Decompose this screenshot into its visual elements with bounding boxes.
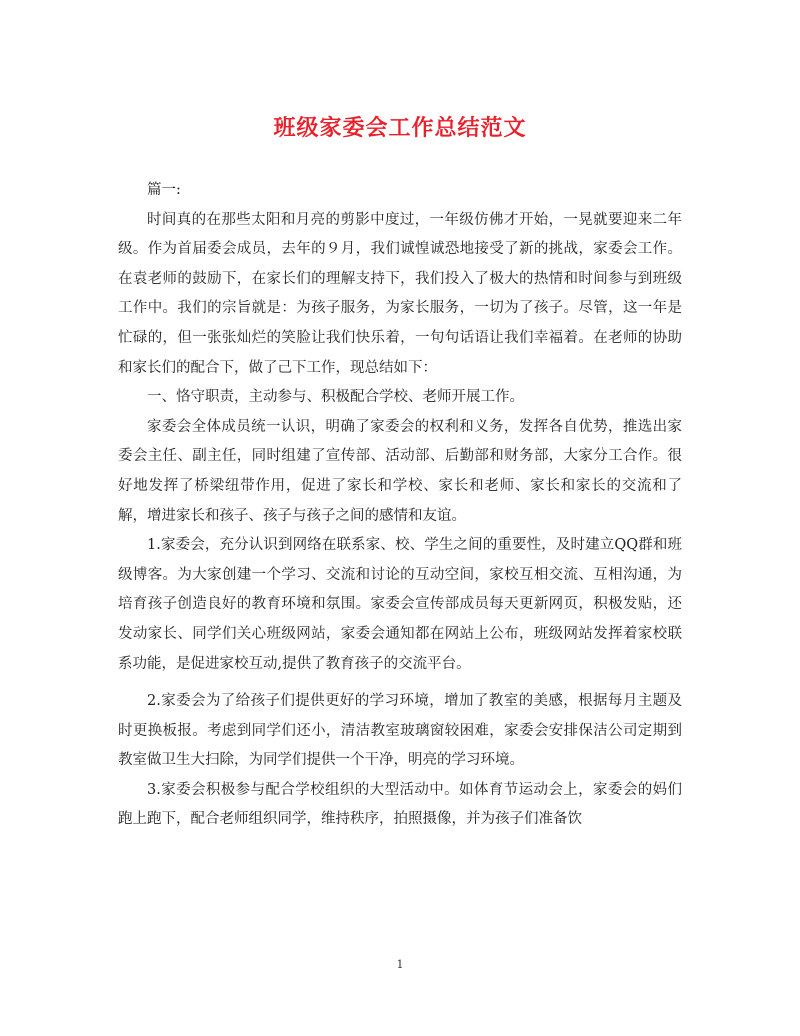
document-body [118,176,682,835]
section-label: 篇一: [147,182,181,198]
body-paragraph: 2.家委会为了给孩子们提供更好的学习环境，增加了教室的美感，根据每月主题及时更换板报。考虑到同学们还小，清洁教室玻璃窗较困难，家委会安排保洁公司定期到教室做卫生大扫除，为同学们提供一个干净，明亮的学习环境。 [118,693,682,769]
page-number: 1 [396,958,404,971]
body-paragraph: 1.家委会，充分认识到网络在联系家、校、学生之间的重要性，及时建立QQ群和班级博客。为大家创建一个学习、交流和讨论的互动空间，家校互相交流、互相沟通，为培育孩子创造良好的教育环境和氛围。家委会宣传部成员每天更新网页，积极发贴，还发动家长、同学们关心班级网站，家委会通知都在网站上公布，班级网站发挥着家校联系功能，是促进家校互动,提供了教育孩子的交流平台。 [118,537,682,672]
document-title: 班级家委会工作总结范文 [273,115,527,141]
section-heading: 一、恪守职责，主动参与、积极配合学校、老师开展工作。 [147,389,524,406]
body-paragraph: 家委会全体成员统一认识，明确了家委会的权利和义务，发挥各自优势，推选出家委会主任、副主任，同时组建了宣传部、活动部、后勤部和财务部，大家分工合作。很好地发挥了桥梁纽带作用，促进了家长和学校、家长和老师、家长和家长的交流和了解，增进家长和孩子、孩子与孩子之间的感情和友谊。 [118,418,682,524]
body-paragraph: 3.家委会积极参与配合学校组织的大型活动中。如体育节运动会上，家委会的妈们跑上跑下，配合老师组织同学，维持秩序，拍照摄像，并为孩子们准备饮 [118,781,682,828]
body-paragraph: 时间真的在那些太阳和月亮的剪影中度过，一年级仿佛才开始，一晃就要迎来二年级。作为首届委会成员，去年的９月，我们诚惶诚恐地接受了新的挑战，家委会工作。在袁老师的鼓励下，在家长们的理解支持下，我们投入了极大的热情和时间参与到班级工作中。我们的宗旨就是：为孩子服务，为家长服务，一切为了孩子。尽管，这一年是忙碌的，但一张张灿烂的笑脸让我们快乐着，一句句话语让我们幸福着。在老师的协助和家长们的配合下，做了己下工作，现总结如下： [118,211,682,376]
